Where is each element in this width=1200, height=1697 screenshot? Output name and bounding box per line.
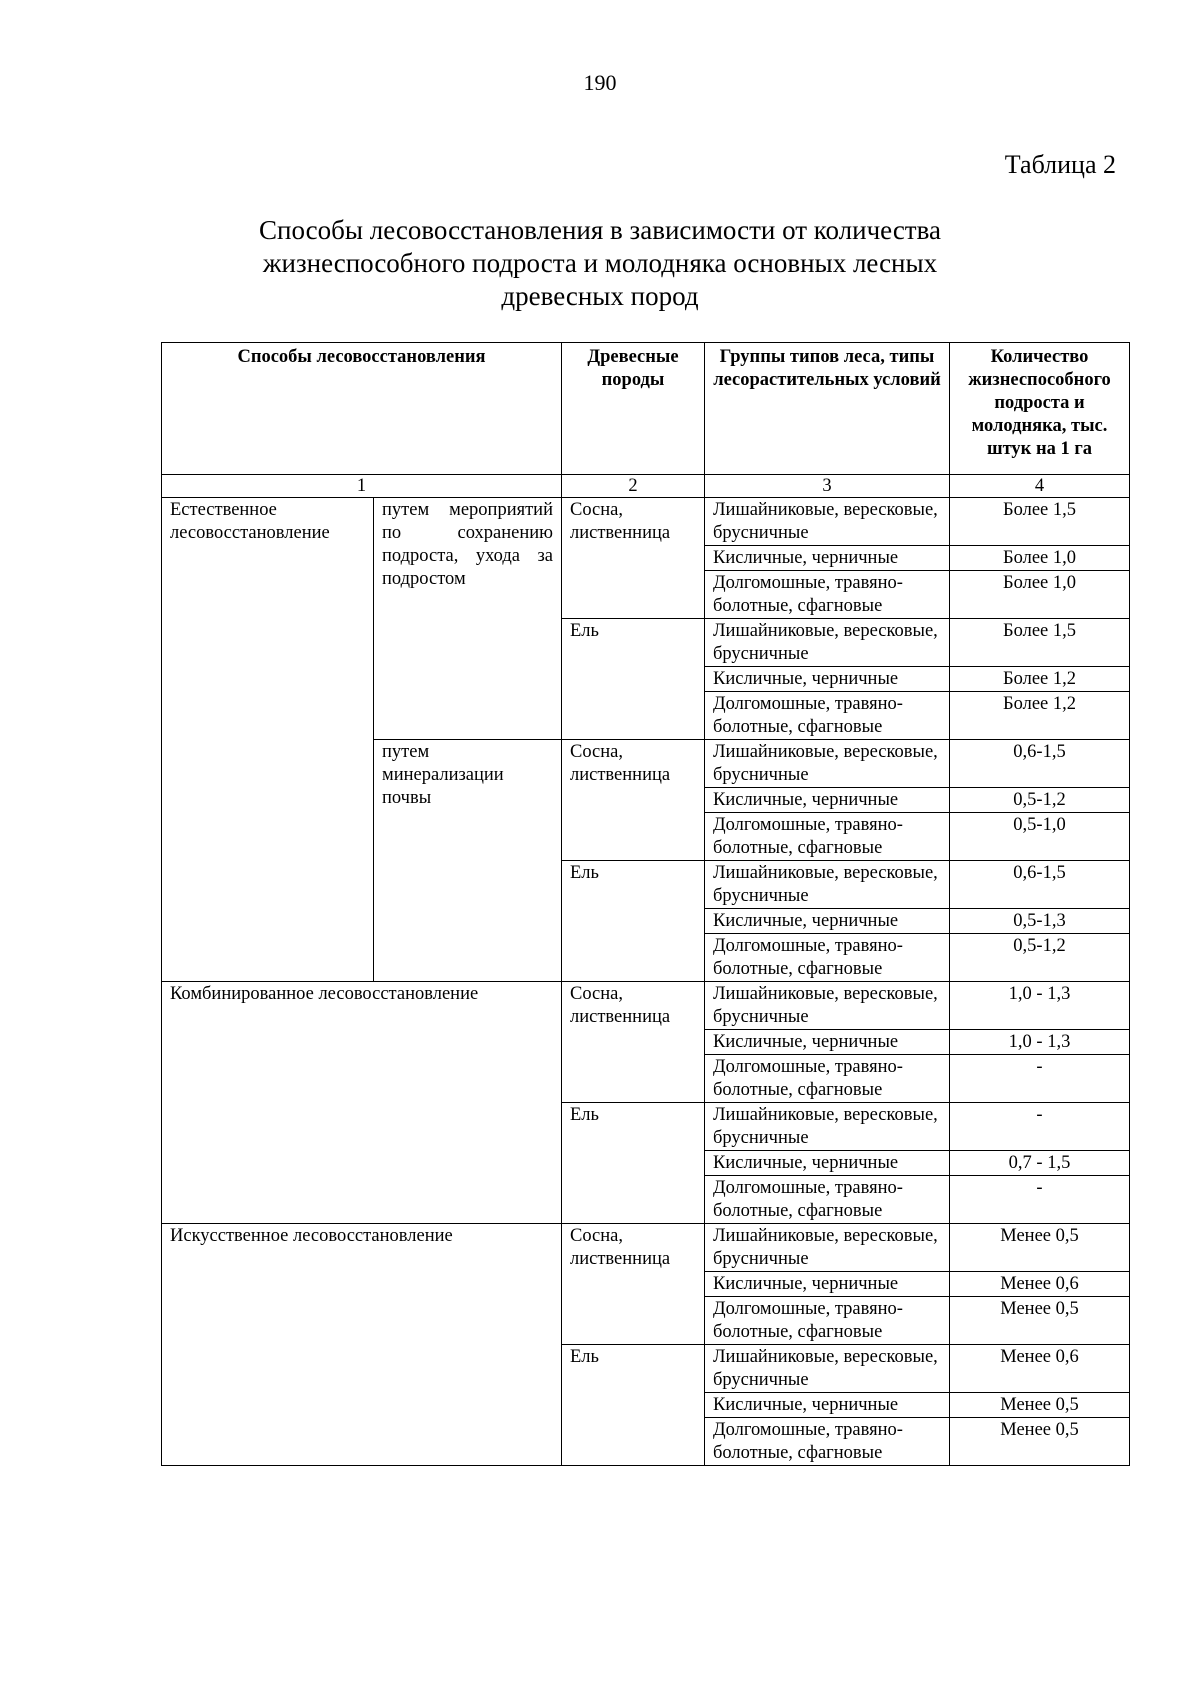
- header-methods: Способы лесовосстановления: [162, 343, 562, 475]
- value-cell: 0,5-1,0: [950, 813, 1130, 861]
- group-cell: Лишайниковые, вересковые, брусничные: [705, 619, 950, 667]
- col-number: 4: [950, 475, 1130, 498]
- group-cell: Лишайниковые, вересковые, брусничные: [705, 1345, 950, 1393]
- header-species: Древесные породы: [562, 343, 705, 475]
- value-cell: 0,6-1,5: [950, 740, 1130, 788]
- value-cell: Более 1,2: [950, 692, 1130, 740]
- group-cell: Кисличные, черничные: [705, 1393, 950, 1418]
- value-cell: 1,0 - 1,3: [950, 982, 1130, 1030]
- col-number: 2: [562, 475, 705, 498]
- species-spruce: Ель: [562, 1103, 705, 1224]
- species-pine: Сосна, лиственница: [562, 982, 705, 1103]
- value-cell: -: [950, 1176, 1130, 1224]
- species-pine: Сосна, лиственница: [562, 1224, 705, 1345]
- group-cell: Кисличные, черничные: [705, 667, 950, 692]
- value-cell: Менее 0,5: [950, 1418, 1130, 1466]
- table-label: Таблица 2: [1004, 150, 1116, 179]
- group-cell: Долгомошные, травяно-болотные, сфагновые: [705, 1418, 950, 1466]
- group-cell: Кисличные, черничные: [705, 1272, 950, 1297]
- species-spruce: Ель: [562, 861, 705, 982]
- table-row: [162, 1224, 1130, 1272]
- col-number: 3: [705, 475, 950, 498]
- col-number: 1: [162, 475, 562, 498]
- group-cell: Кисличные, черничные: [705, 1030, 950, 1055]
- page-number: 190: [583, 70, 617, 95]
- value-cell: 0,5-1,2: [950, 788, 1130, 813]
- header-quantity: Количество жизнеспособного подроста и молодняка, тыс. штук на 1 га: [950, 343, 1130, 475]
- group-cell: Лишайниковые, вересковые, брусничные: [705, 498, 950, 546]
- value-cell: Более 1,0: [950, 571, 1130, 619]
- value-cell: Более 1,2: [950, 667, 1130, 692]
- column-numbers-row: [162, 475, 1130, 498]
- method-artificial: Искусственное лесовосстановление: [162, 1224, 562, 1466]
- group-cell: Долгомошные, травяно-болотные, сфагновые: [705, 692, 950, 740]
- group-cell: Долгомошные, травяно-болотные, сфагновые: [705, 934, 950, 982]
- group-cell: Лишайниковые, вересковые, брусничные: [705, 740, 950, 788]
- species-pine: Сосна, лиственница: [562, 498, 705, 619]
- table-row: [162, 498, 1130, 546]
- group-cell: Кисличные, черничные: [705, 909, 950, 934]
- table-row: [162, 982, 1130, 1030]
- group-cell: Лишайниковые, вересковые, брусничные: [705, 1224, 950, 1272]
- group-cell: Кисличные, черничные: [705, 1151, 950, 1176]
- reforestation-table: [161, 342, 1130, 1466]
- group-cell: Кисличные, черничные: [705, 546, 950, 571]
- table-header-row: [162, 343, 1130, 475]
- method-natural-sub1: путем мероприятий по сохранению подроста, ухода за подростом: [374, 498, 562, 740]
- table-title: Способы лесовосстановления в зависимости от количества жизнеспособного подроста и молодняка основных лесных древесных пород: [259, 215, 941, 311]
- value-cell: -: [950, 1103, 1130, 1151]
- value-cell: Более 1,5: [950, 498, 1130, 546]
- value-cell: Менее 0,5: [950, 1393, 1130, 1418]
- method-natural: Естественное лесовосстановление: [162, 498, 374, 982]
- group-cell: Долгомошные, травяно-болотные, сфагновые: [705, 571, 950, 619]
- group-cell: Долгомошные, травяно-болотные, сфагновые: [705, 813, 950, 861]
- species-pine: Сосна, лиственница: [562, 740, 705, 861]
- group-cell: Лишайниковые, вересковые, брусничные: [705, 861, 950, 909]
- value-cell: Более 1,0: [950, 546, 1130, 571]
- value-cell: 0,5-1,2: [950, 934, 1130, 982]
- group-cell: Лишайниковые, вересковые, брусничные: [705, 982, 950, 1030]
- method-combined: Комбинированное лесовосстановление: [162, 982, 562, 1224]
- header-groups: Группы типов леса, типы лесорастительных условий: [705, 343, 950, 475]
- value-cell: 1,0 - 1,3: [950, 1030, 1130, 1055]
- group-cell: Долгомошные, травяно-болотные, сфагновые: [705, 1297, 950, 1345]
- value-cell: Менее 0,5: [950, 1297, 1130, 1345]
- value-cell: Более 1,5: [950, 619, 1130, 667]
- method-natural-sub2: путем минерализации почвы: [374, 740, 562, 982]
- value-cell: -: [950, 1055, 1130, 1103]
- value-cell: 0,7 - 1,5: [950, 1151, 1130, 1176]
- group-cell: Долгомошные, травяно-болотные, сфагновые: [705, 1176, 950, 1224]
- group-cell: Долгомошные, травяно-болотные, сфагновые: [705, 1055, 950, 1103]
- group-cell: Лишайниковые, вересковые, брусничные: [705, 1103, 950, 1151]
- value-cell: Менее 0,6: [950, 1272, 1130, 1297]
- group-cell: Кисличные, черничные: [705, 788, 950, 813]
- species-spruce: Ель: [562, 1345, 705, 1466]
- value-cell: Менее 0,5: [950, 1224, 1130, 1272]
- value-cell: Менее 0,6: [950, 1345, 1130, 1393]
- species-spruce: Ель: [562, 619, 705, 740]
- value-cell: 0,6-1,5: [950, 861, 1130, 909]
- value-cell: 0,5-1,3: [950, 909, 1130, 934]
